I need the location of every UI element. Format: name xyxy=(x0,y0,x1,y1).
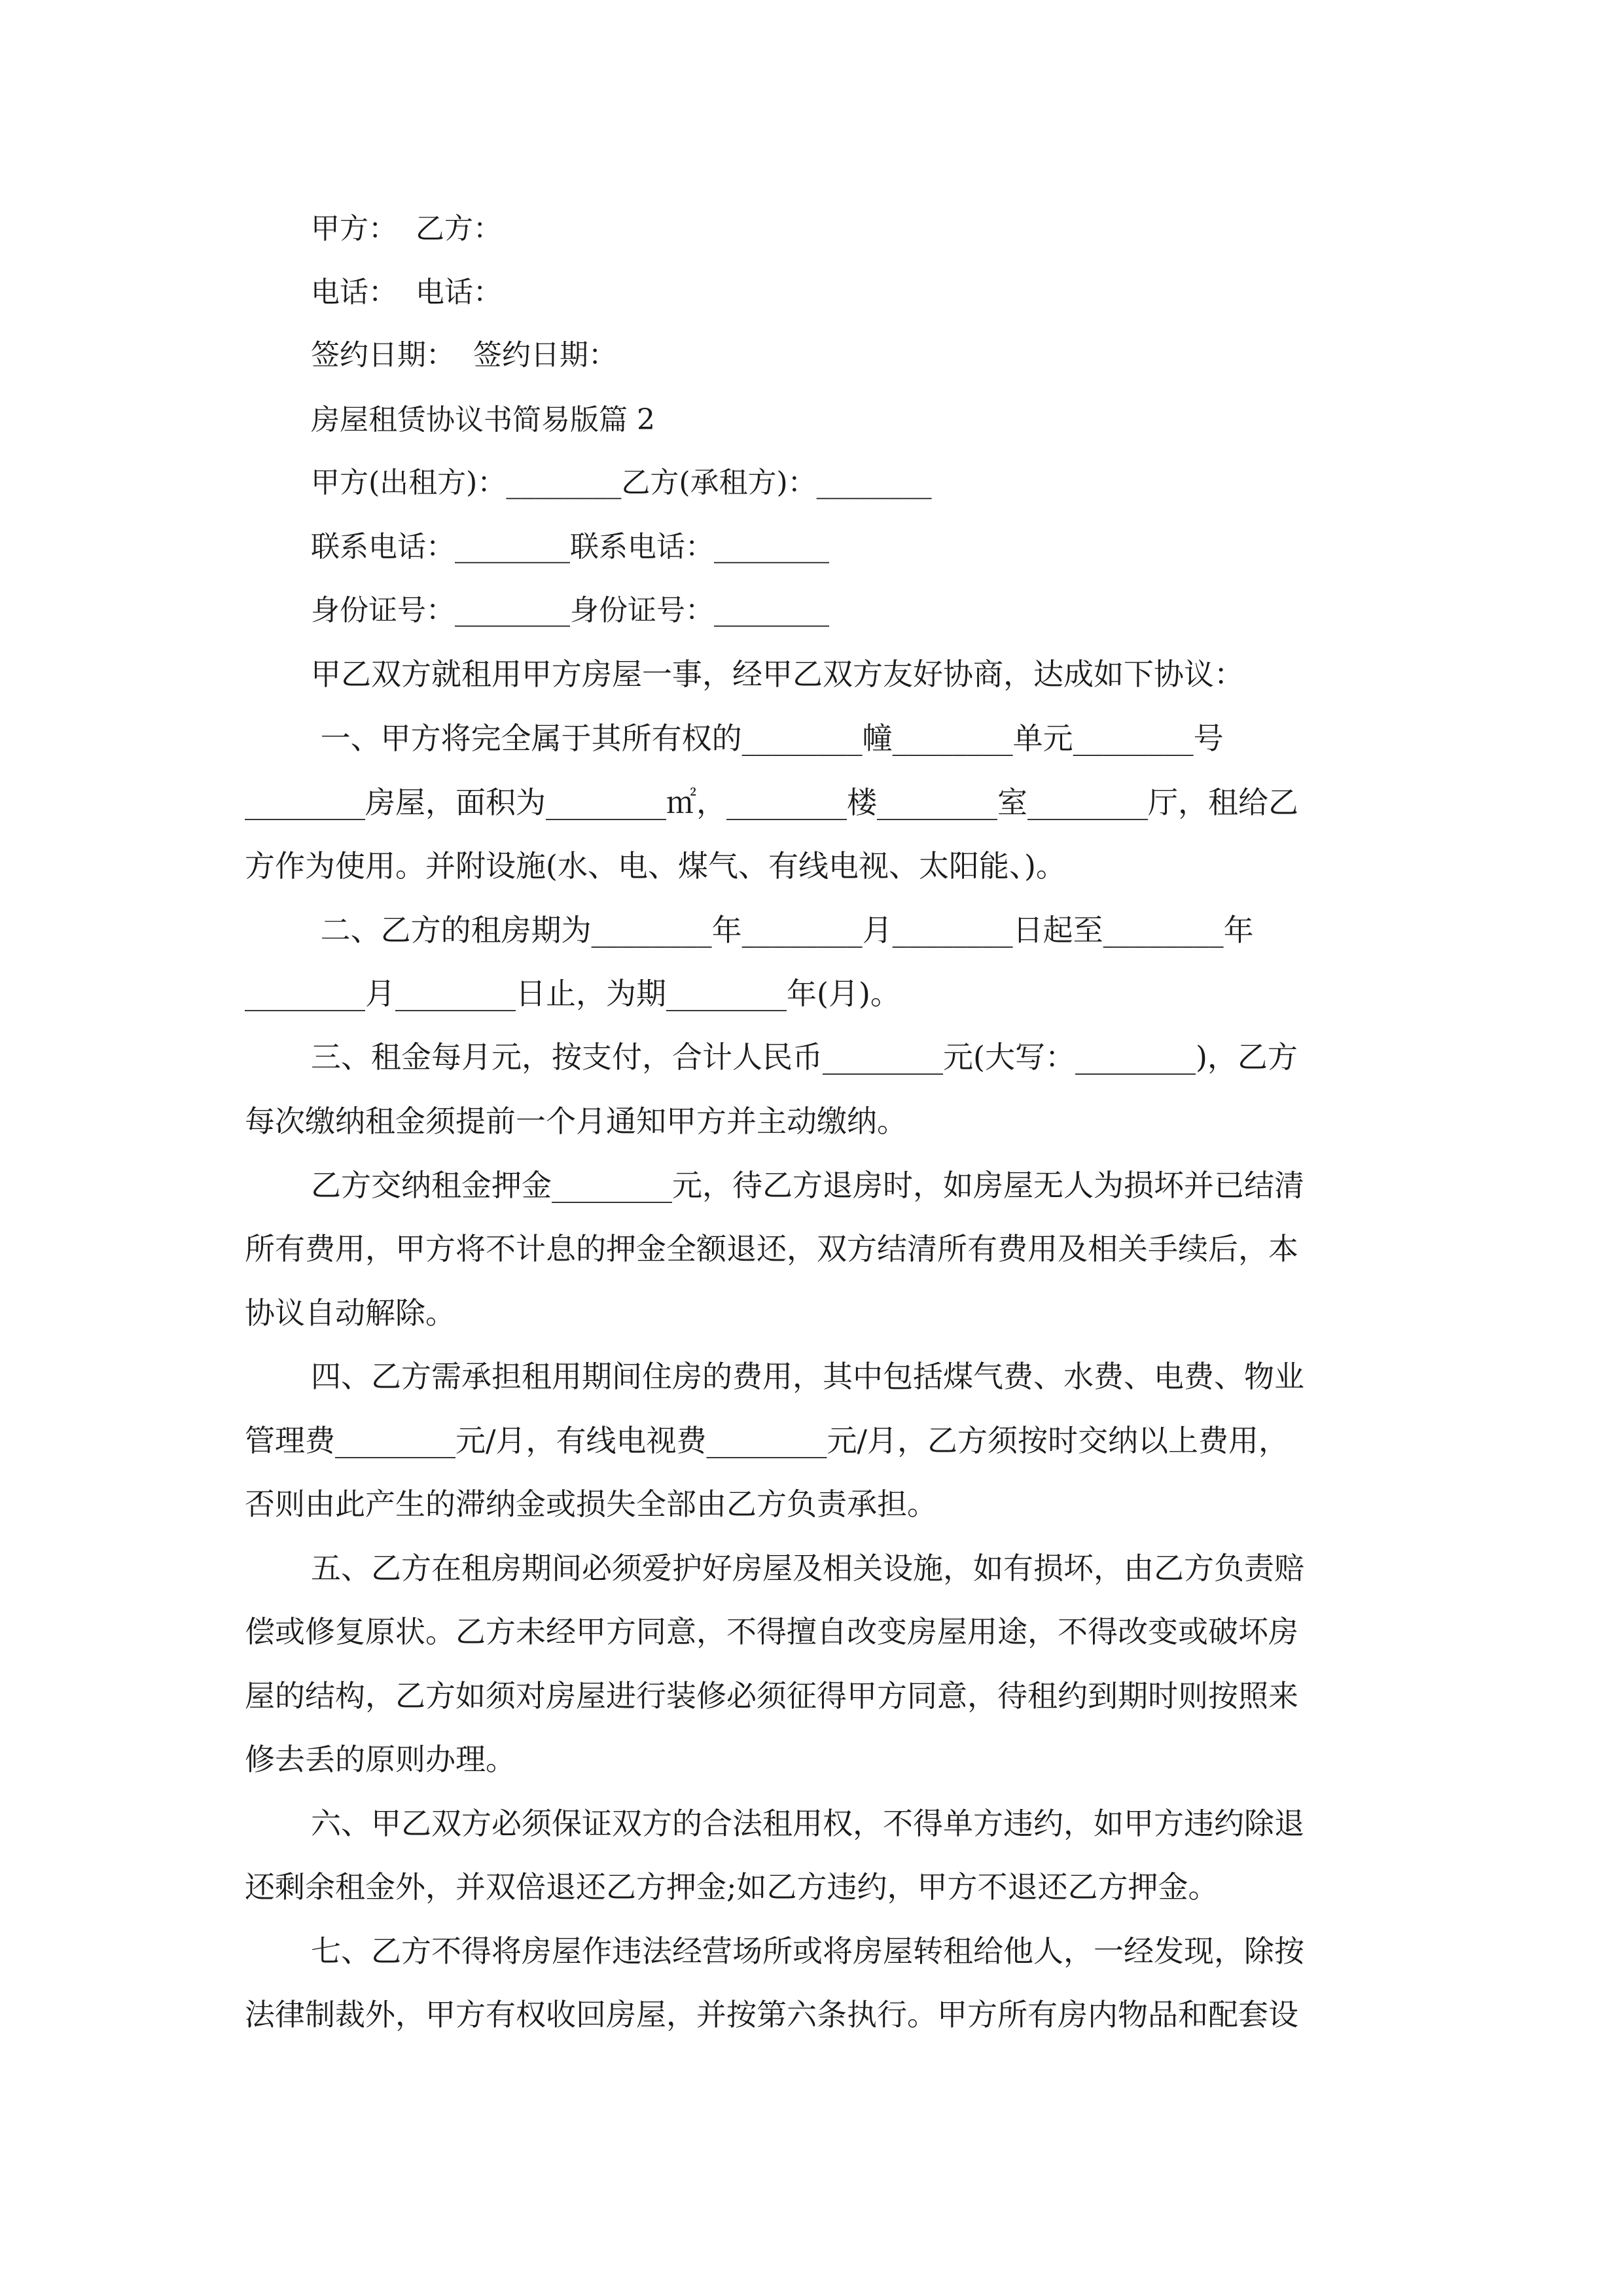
clause-3-line-1: 三、租金每月元，按支付，合计人民币________元(大写：________)，乙方 xyxy=(311,1039,1298,1075)
clause-5-line-2: 偿或修复原状。乙方未经甲方同意，不得擅自改变房屋用途，不得改变或破坏房 xyxy=(245,1614,1298,1649)
clause-5-line-3: 屋的结构，乙方如须对房屋进行装修必须征得甲方同意，待租约到期时则按照来 xyxy=(245,1678,1298,1713)
clause-1-line-2: ________房屋，面积为________㎡，________楼________室________厅，租给乙 xyxy=(245,785,1298,820)
phone-line: 电话： 电话： xyxy=(311,276,502,309)
clause-1-line-1: 一、甲方将完全属于其所有权的________幢________单元________号 xyxy=(311,721,1224,756)
clause-4-line-2: 管理费________元/月，有线电视费________元/月，乙方须按时交纳以上费用， xyxy=(245,1423,1289,1458)
clause-2-line-2: ________月________日止，为期________年(月)。 xyxy=(245,976,901,1011)
id-fields: 身份证号：________身份证号：________ xyxy=(311,594,829,627)
clause-3-line-2: 每次缴纳租金须提前一个月通知甲方并主动缴纳。 xyxy=(245,1103,907,1139)
clause-7-line-1: 七、乙方不得将房屋作违法经营场所或将房屋转租给他人，一经发现，除按 xyxy=(311,1933,1304,1969)
deposit-line-2: 所有费用，甲方将不计息的押金全额退还，双方结清所有费用及相关手续后，本 xyxy=(245,1231,1298,1266)
deposit-line-3: 协议自动解除。 xyxy=(245,1295,455,1331)
clause-6-line-1: 六、甲乙双方必须保证双方的合法租用权，不得单方违约，如甲方违约除退 xyxy=(311,1806,1304,1841)
phone-fields: 联系电话：________联系电话：________ xyxy=(311,530,829,564)
clause-6-line-2: 还剩余租金外，并双倍退还乙方押金;如乙方违约，甲方不退还乙方押金。 xyxy=(245,1869,1219,1905)
clause-7-line-2: 法律制裁外，甲方有权收回房屋，并按第六条执行。甲方所有房内物品和配套设 xyxy=(245,1997,1298,2032)
clause-2-line-1: 二、乙方的租房期为________年________月________日起至________年 xyxy=(311,912,1254,948)
clause-1-line-3: 方作为使用。并附设施(水、电、煤气、有线电视、太阳能、)。 xyxy=(245,848,1066,884)
clause-4-line-1: 四、乙方需承担租用期间住房的费用，其中包括煤气费、水费、电费、物业 xyxy=(311,1359,1304,1394)
clause-4-line-3: 否则由此产生的滞纳金或损失全部由乙方负责承担。 xyxy=(245,1486,937,1522)
party-fields: 甲方(出租方)：________乙方(承租方)：________ xyxy=(311,466,932,499)
section-title: 房屋租赁协议书简易版篇 2 xyxy=(311,403,655,437)
deposit-line-1: 乙方交纳租金押金________元，待乙方退房时，如房屋无人为损坏并已结清 xyxy=(311,1168,1304,1203)
sign-date-line: 签约日期： 签约日期： xyxy=(311,338,617,372)
clause-5-line-1: 五、乙方在租房期间必须爱护好房屋及相关设施，如有损坏，由乙方负责赔 xyxy=(311,1551,1304,1586)
clause-5-line-4: 修去丢的原则办理。 xyxy=(245,1742,516,1777)
party-line: 甲方： 乙方： xyxy=(311,212,502,245)
intro-paragraph: 甲乙双方就租用甲方房屋一事，经甲乙双方友好协商，达成如下协议： xyxy=(311,656,1244,692)
